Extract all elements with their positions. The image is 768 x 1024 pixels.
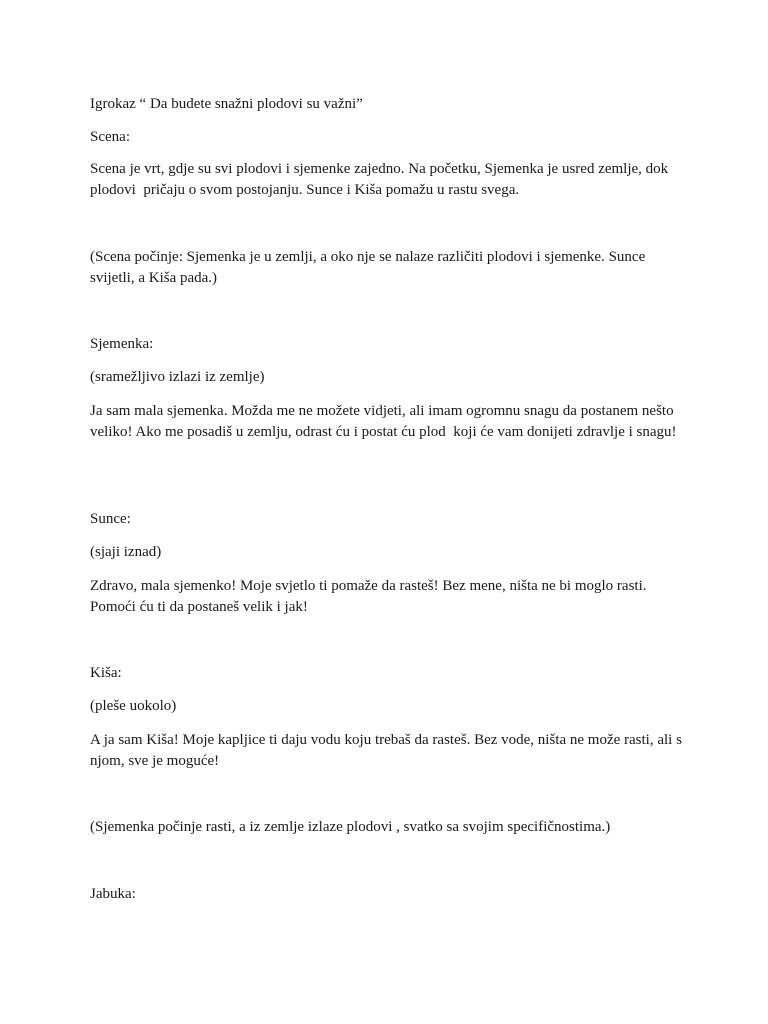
speaker-name-sjemenka: Sjemenka: <box>90 336 154 352</box>
speaker-line-sjemenka: Ja sam mala sjemenka. Možda me ne možete vidjeti, ali imam ogromnu snagu da postanem nešto veliko! Ako me posadiš u zemlju, odrast ću i postat ću plod koji će vam donijeti zdravlje i snagu! <box>90 403 678 440</box>
speaker-line-kisa: A ja sam Kiša! Moje kapljice ti daju vodu koju trebaš da rasteš. Bez vode, ništa ne može rasti, ali s njom, sve je moguće! <box>90 732 686 769</box>
stage-direction-opening: (Scena počinje: Sjemenka je u zemlji, a oko nje se nalaze različiti plodovi i sjemenke. Sunce svijetli, a Kiša pada.) <box>90 249 649 286</box>
speaker-direction-sjemenka: (sramežljivo izlazi iz zemlje) <box>90 369 265 385</box>
speaker-name-sunce: Sunce: <box>90 511 131 527</box>
speaker-name-jabuka: Jabuka: <box>90 886 136 902</box>
scene-label: Scena: <box>90 129 130 145</box>
stage-direction-growth: (Sjemenka počinje rasti, a iz zemlje izlaze plodovi , svatko sa svojim specifičnostima.) <box>90 819 611 835</box>
speaker-direction-kisa: (pleše uokolo) <box>90 698 177 714</box>
scene-description: Scena je vrt, gdje su svi plodovi i sjemenke zajedno. Na početku, Sjemenka je usred zemlje, dok plodovi pričaju o svom postojanju. Sunce i Kiša pomažu u rastu svega. <box>90 161 672 198</box>
play-title: Igrokaz “ Da budete snažni plodovi su važni” <box>90 96 363 112</box>
speaker-direction-sunce: (sjaji iznad) <box>90 544 162 560</box>
speaker-line-sunce: Zdravo, mala sjemenko! Moje svjetlo ti pomaže da rasteš! Bez mene, ništa ne bi moglo rasti. Pomoći ću ti da postaneš velik i jak! <box>90 578 651 615</box>
speaker-name-kisa: Kiša: <box>90 665 122 681</box>
